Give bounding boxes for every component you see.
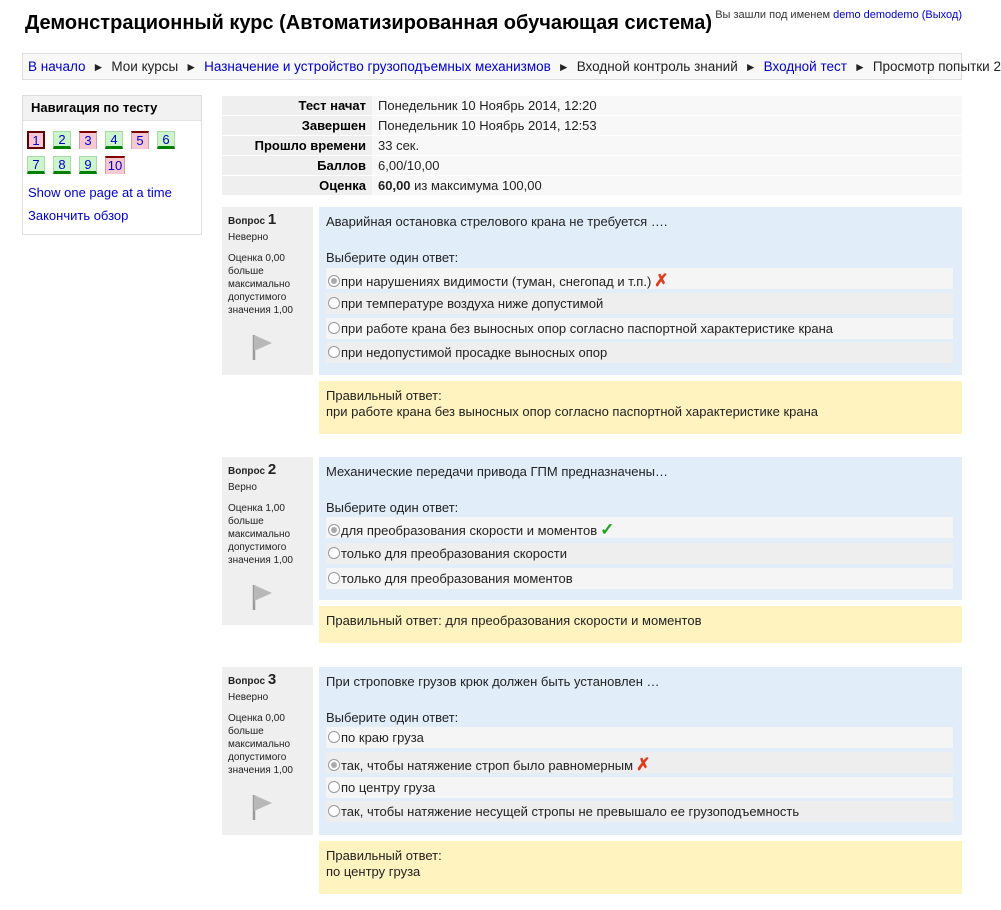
question-info-2	[222, 457, 313, 625]
summary-value: 6,00/10,00	[372, 156, 962, 176]
summary-key: Завершен	[222, 116, 372, 136]
answer-text: только для преобразования скорости	[341, 546, 567, 561]
breadcrumb-separator: ►	[853, 59, 866, 74]
question-number: 1	[267, 211, 277, 228]
question-state: Неверно	[228, 692, 269, 703]
summary-key: Баллов	[222, 156, 372, 176]
quiz-nav-button-8[interactable]: 8	[53, 156, 71, 174]
answer-text: при недопустимой просадке выносных опор	[341, 345, 608, 360]
answer-option[interactable]	[326, 293, 953, 314]
summary-value	[372, 176, 962, 196]
breadcrumb	[22, 53, 1001, 80]
breadcrumb-quiz[interactable]: Входной тест	[763, 59, 847, 74]
question-text: Механические передачи привода ГПМ предназначены…	[326, 464, 669, 479]
question-label: Вопрос	[228, 676, 266, 687]
correct-mark-icon: ✓	[600, 520, 615, 539]
summary-key: Тест начат	[222, 96, 372, 116]
radio-button[interactable]	[328, 805, 340, 817]
breadcrumb-course[interactable]: Назначение и устройство грузоподъемных механизмов	[204, 59, 551, 74]
quiz-nav-button-9[interactable]: 9	[79, 156, 97, 174]
grade-max: из максимума 100,00	[410, 178, 542, 193]
correct-answer-feedback-2	[319, 606, 962, 643]
logout-link[interactable]: (Выход)	[921, 9, 962, 21]
radio-button[interactable]	[328, 346, 340, 358]
summary-value: Понедельник 10 Ноябрь 2014, 12:53	[372, 116, 962, 136]
login-info	[715, 9, 962, 21]
radio-button[interactable]	[328, 759, 340, 771]
question-grade: Оценка 0,00 больше максимально допустимого значения 1,00	[228, 713, 293, 776]
question-state: Неверно	[228, 232, 269, 243]
question-text: Аварийная остановка стрелового крана не требуется ….	[326, 214, 668, 229]
quiz-nav-button-7[interactable]: 7	[27, 156, 45, 174]
answer-option[interactable]	[326, 268, 953, 289]
flag-icon[interactable]	[246, 581, 276, 611]
summary-row	[222, 96, 962, 116]
summary-key: Прошло времени	[222, 136, 372, 156]
flag-icon[interactable]	[246, 791, 276, 821]
quiz-nav-button-5[interactable]: 5	[131, 131, 149, 149]
answer-option[interactable]	[326, 801, 953, 822]
radio-button[interactable]	[328, 322, 340, 334]
answer-text: так, чтобы натяжение строп было равномерным	[341, 758, 634, 773]
answer-option[interactable]	[326, 318, 953, 339]
quiz-nav-button-3[interactable]: 3	[79, 131, 97, 149]
grade-value: 60,00	[378, 178, 411, 193]
radio-button[interactable]	[328, 781, 340, 793]
summary-row	[222, 136, 962, 156]
question-content-1	[319, 207, 962, 375]
summary-row	[222, 156, 962, 176]
answer-text: при температуре воздуха ниже допустимой	[341, 296, 604, 311]
answer-text: при работе крана без выносных опор согласно паспортной характеристике крана	[341, 321, 834, 336]
radio-button[interactable]	[328, 547, 340, 559]
show-one-page-link[interactable]: Show one page at a time	[28, 185, 172, 200]
incorrect-mark-icon: ✗	[636, 755, 651, 774]
login-prefix: Вы зашли под именем	[715, 9, 831, 21]
feedback-text: по центру груза	[326, 864, 421, 879]
answer-option[interactable]	[326, 543, 953, 564]
summary-key: Оценка	[222, 176, 372, 196]
breadcrumb-separator: ►	[557, 59, 570, 74]
summary-value: 33 сек.	[372, 136, 962, 156]
breadcrumb-separator: ►	[185, 59, 198, 74]
breadcrumb-separator: ►	[92, 59, 105, 74]
question-number: 2	[267, 461, 277, 478]
answer-text: так, чтобы натяжение несущей стропы не превышало ее грузоподъемность	[341, 804, 800, 819]
breadcrumb-my-courses: Мои курсы	[111, 59, 179, 74]
question-number: 3	[267, 671, 277, 688]
answer-option[interactable]	[326, 777, 953, 798]
answer-prompt: Выберите один ответ:	[326, 500, 459, 515]
answer-text: только для преобразования моментов	[341, 571, 573, 586]
question-info-1	[222, 207, 313, 375]
quiz-nav-button-4[interactable]: 4	[105, 131, 123, 149]
answer-option[interactable]	[326, 727, 953, 748]
incorrect-mark-icon: ✗	[654, 271, 669, 290]
page-title: Демонстрационный курс (Автоматизированная обучающая система)	[25, 12, 713, 34]
user-profile-link[interactable]: demo demodemo	[833, 9, 919, 21]
radio-button[interactable]	[328, 731, 340, 743]
answer-prompt: Выберите один ответ:	[326, 250, 459, 265]
breadcrumb-section: Входной контроль знаний	[576, 59, 738, 74]
feedback-title: Правильный ответ:	[326, 388, 442, 403]
question-text: При строповке грузов крюк должен быть установлен …	[326, 674, 660, 689]
answer-text: при нарушениях видимости (туман, снегопад и т.п.)	[341, 274, 652, 289]
summary-row	[222, 116, 962, 136]
feedback-title: Правильный ответ:	[326, 848, 442, 863]
question-grade: Оценка 0,00 больше максимально допустимого значения 1,00	[228, 253, 293, 316]
answer-option[interactable]	[326, 342, 953, 363]
correct-answer-feedback-3	[319, 841, 962, 894]
finish-review-link[interactable]: Закончить обзор	[28, 208, 129, 223]
breadcrumb-current: Просмотр попытки 2	[872, 59, 1001, 74]
breadcrumb-home[interactable]: В начало	[28, 59, 86, 74]
question-label: Вопрос	[228, 216, 266, 227]
attempt-summary-table	[222, 96, 962, 196]
radio-button[interactable]	[328, 572, 340, 584]
radio-button[interactable]	[328, 297, 340, 309]
flag-icon[interactable]	[246, 331, 276, 361]
quiz-navigation-block	[22, 95, 202, 235]
question-state: Верно	[228, 482, 257, 493]
answer-option[interactable]	[326, 752, 953, 773]
feedback-title: Правильный ответ: для преобразования скорости и моментов	[326, 613, 702, 628]
summary-row	[222, 176, 962, 196]
question-info-3	[222, 667, 313, 835]
answer-option[interactable]	[326, 568, 953, 589]
quiz-nav-button-2[interactable]: 2	[53, 131, 71, 149]
correct-answer-feedback-1	[319, 381, 962, 434]
answer-text: по центру груза	[341, 780, 436, 795]
quiz-nav-button-6[interactable]: 6	[157, 131, 175, 149]
quiz-nav-button-10[interactable]: 10	[105, 156, 125, 174]
question-content-3	[319, 667, 962, 835]
quiz-nav-button-1[interactable]: 1	[27, 131, 45, 149]
question-grade: Оценка 1,00 больше максимально допустимого значения 1,00	[228, 503, 293, 566]
answer-text: для преобразования скорости и моментов	[341, 523, 598, 538]
radio-button[interactable]	[328, 275, 340, 287]
answer-option[interactable]	[326, 517, 953, 538]
quiz-navigation-title: Навигация по тесту	[23, 96, 201, 121]
question-label: Вопрос	[228, 466, 266, 477]
answer-prompt: Выберите один ответ:	[326, 710, 459, 725]
answer-text: по краю груза	[341, 730, 424, 745]
radio-button[interactable]	[328, 524, 340, 536]
breadcrumb-separator: ►	[744, 59, 757, 74]
feedback-text: при работе крана без выносных опор согласно паспортной характеристике крана	[326, 404, 819, 419]
question-content-2	[319, 457, 962, 600]
summary-value: Понедельник 10 Ноябрь 2014, 12:20	[372, 96, 962, 116]
